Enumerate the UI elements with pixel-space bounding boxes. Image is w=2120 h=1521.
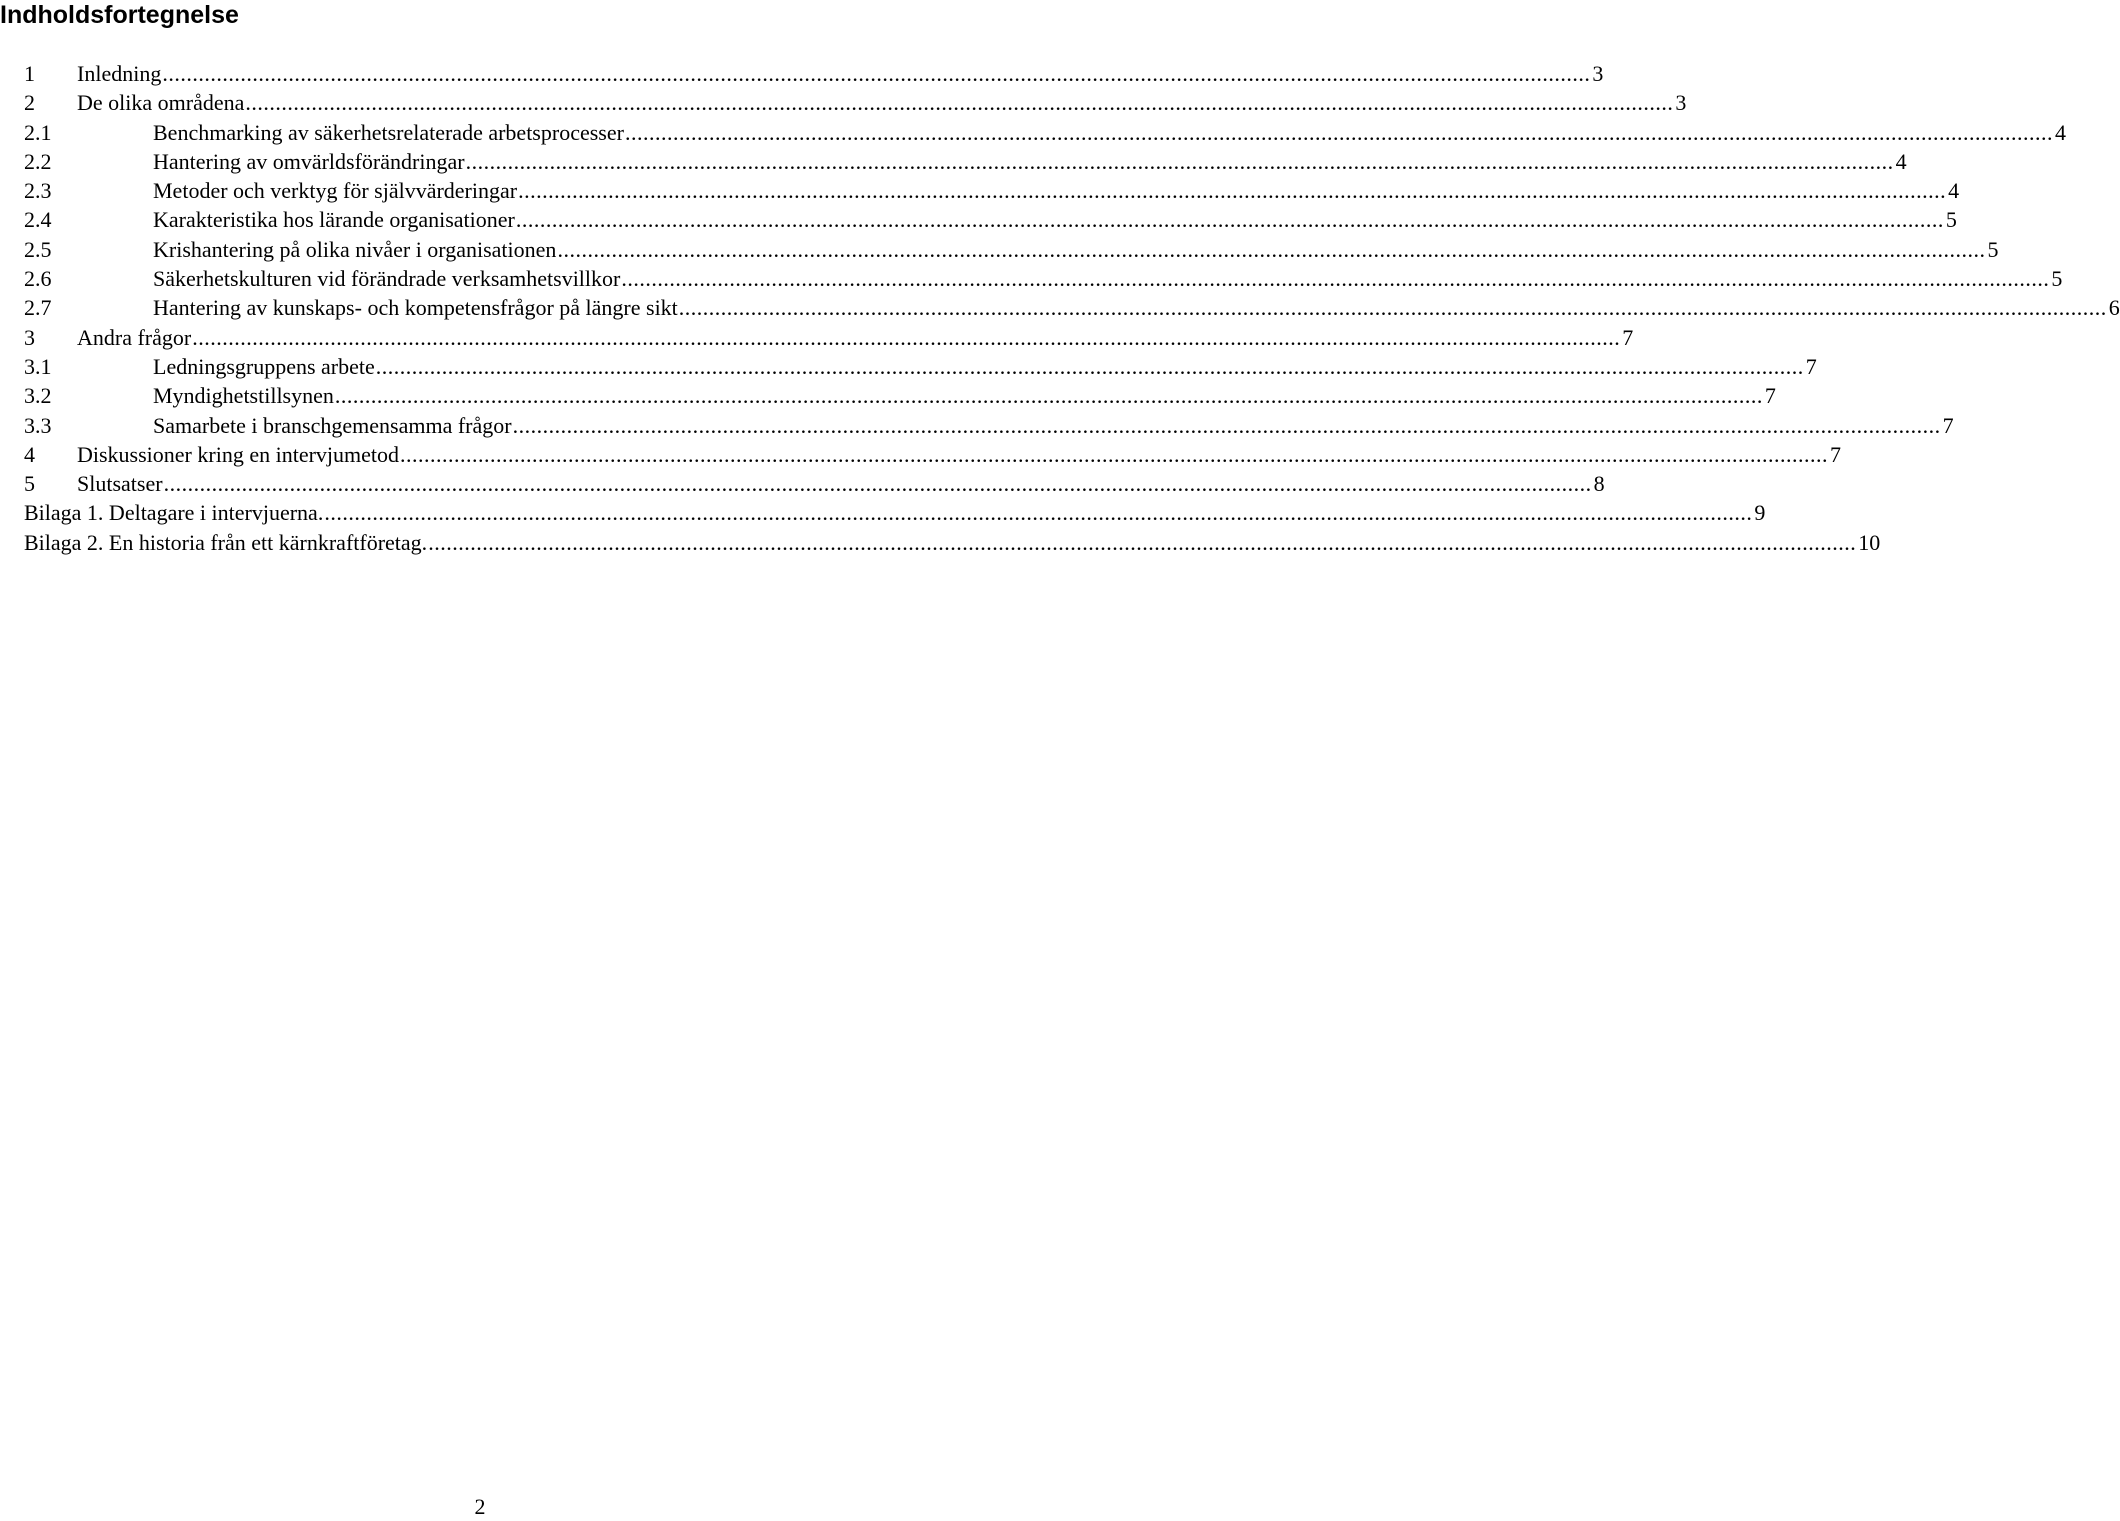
toc-dot-leader [162, 59, 1590, 88]
toc-entry-number: 3.2 [24, 383, 52, 409]
toc-entry-number: 2.1 [24, 119, 52, 145]
toc-entry-title: Bilaga 2. En historia från ett kärnkraftföretag. [24, 529, 428, 555]
toc-entry-page: 4 [1895, 148, 1907, 174]
toc-dot-leader [516, 205, 1944, 234]
table-of-contents [24, 59, 2120, 557]
page-title: Indholdsfortegnelse [0, 1, 239, 29]
toc-entry-number: 2.7 [24, 295, 52, 321]
toc-entry[interactable] [24, 235, 1999, 264]
toc-dot-leader [400, 440, 1828, 469]
toc-entry-page: 7 [1805, 353, 1817, 379]
toc-entry-title: Andra frågor [77, 324, 192, 350]
toc-entry-title: Krishantering på olika nivåer i organisationen [153, 236, 557, 262]
toc-entry-page: 6 [2108, 295, 2120, 321]
toc-entry-title: Ledningsgruppens arbete [153, 353, 375, 379]
toc-entry-number: 3.1 [24, 353, 52, 379]
toc-entry[interactable] [24, 469, 1605, 498]
toc-dot-leader [557, 235, 1985, 264]
toc-dot-leader [518, 176, 1946, 205]
toc-dot-leader [335, 381, 1763, 410]
toc-entry[interactable] [24, 118, 2066, 147]
toc-entry-title: Inledning [77, 61, 162, 86]
toc-entry[interactable] [24, 264, 2063, 293]
toc-entry[interactable] [24, 323, 1634, 352]
toc-entry[interactable] [24, 176, 1960, 205]
toc-entry-number: 5 [24, 471, 35, 497]
toc-entry-page: 5 [1945, 207, 1957, 233]
toc-entry-title: Metoder och verktyg för självvärderingar [153, 178, 518, 204]
toc-dot-leader [428, 528, 1856, 557]
toc-entry-page: 8 [1593, 471, 1605, 497]
toc-entry[interactable] [24, 205, 1957, 234]
toc-entry-number: 3.3 [24, 412, 52, 438]
toc-entry-page: 3 [1675, 90, 1687, 116]
toc-entry-page: 9 [1754, 500, 1766, 526]
toc-entry-title: Karakteristika hos lärande organisationer [153, 207, 515, 233]
toc-entry-number: 2.3 [24, 178, 52, 204]
toc-entry[interactable] [24, 528, 1881, 557]
toc-dot-leader [164, 469, 1592, 498]
toc-dot-leader [192, 323, 1620, 352]
toc-entry-title: Samarbete i branschgemensamma frågor [153, 412, 512, 438]
toc-entry-number: 1 [24, 61, 35, 86]
page-number: 2 [474, 1494, 486, 1519]
toc-dot-leader [376, 352, 1804, 381]
toc-entry-title: De olika områdena [77, 90, 245, 116]
toc-entry[interactable] [24, 147, 1907, 176]
toc-entry[interactable] [24, 352, 1817, 381]
toc-dot-leader [513, 411, 1941, 440]
toc-dot-leader [679, 293, 2107, 322]
toc-entry-number: 2.2 [24, 148, 52, 174]
toc-entry-page: 5 [1987, 236, 1999, 262]
toc-entry-page: 7 [1622, 324, 1634, 350]
toc-dot-leader [466, 147, 1894, 176]
toc-entry-page: 3 [1592, 61, 1604, 86]
toc-dot-leader [324, 498, 1752, 527]
toc-entry-title: Hantering av kunskaps- och kompetensfrågor på längre sikt [153, 295, 678, 321]
toc-entry[interactable] [24, 88, 1687, 117]
toc-entry-title: Benchmarking av säkerhetsrelaterade arbetsprocesser [153, 119, 624, 145]
toc-entry-number: 4 [24, 441, 35, 467]
toc-entry-number: 2 [24, 90, 35, 116]
toc-entry-title: Bilaga 1. Deltagare i intervjuerna. [24, 500, 324, 526]
toc-entry[interactable] [24, 381, 1776, 410]
toc-entry-page: 4 [1948, 178, 1960, 204]
toc-entry-title: Hantering av omvärldsförändringar [153, 148, 465, 174]
toc-entry[interactable] [24, 59, 1604, 88]
toc-entry-number: 2.4 [24, 207, 52, 233]
toc-entry-page: 4 [2054, 119, 2066, 145]
toc-entry-title: Slutsatser [77, 471, 163, 497]
toc-entry-page: 5 [2051, 266, 2063, 292]
toc-entry-page: 7 [1764, 383, 1776, 409]
toc-entry-page: 7 [1942, 412, 1954, 438]
toc-dot-leader [621, 264, 2049, 293]
toc-dot-leader [245, 88, 1673, 117]
toc-entry[interactable] [24, 293, 2120, 322]
toc-entry-page: 7 [1830, 441, 1842, 467]
toc-entry-number: 2.6 [24, 266, 52, 292]
toc-entry-number: 3 [24, 324, 35, 350]
toc-entry-page: 10 [1858, 529, 1881, 555]
toc-entry[interactable] [24, 440, 1842, 469]
toc-entry-title: Myndighetstillsynen [153, 383, 334, 409]
toc-entry[interactable] [24, 498, 1766, 527]
toc-entry[interactable] [24, 411, 1954, 440]
toc-entry-number: 2.5 [24, 236, 52, 262]
toc-entry-title: Diskussioner kring en intervjumetod [77, 441, 400, 467]
toc-dot-leader [625, 118, 2053, 147]
toc-entry-title: Säkerhetskulturen vid förändrade verksamhetsvillkor [153, 266, 621, 292]
